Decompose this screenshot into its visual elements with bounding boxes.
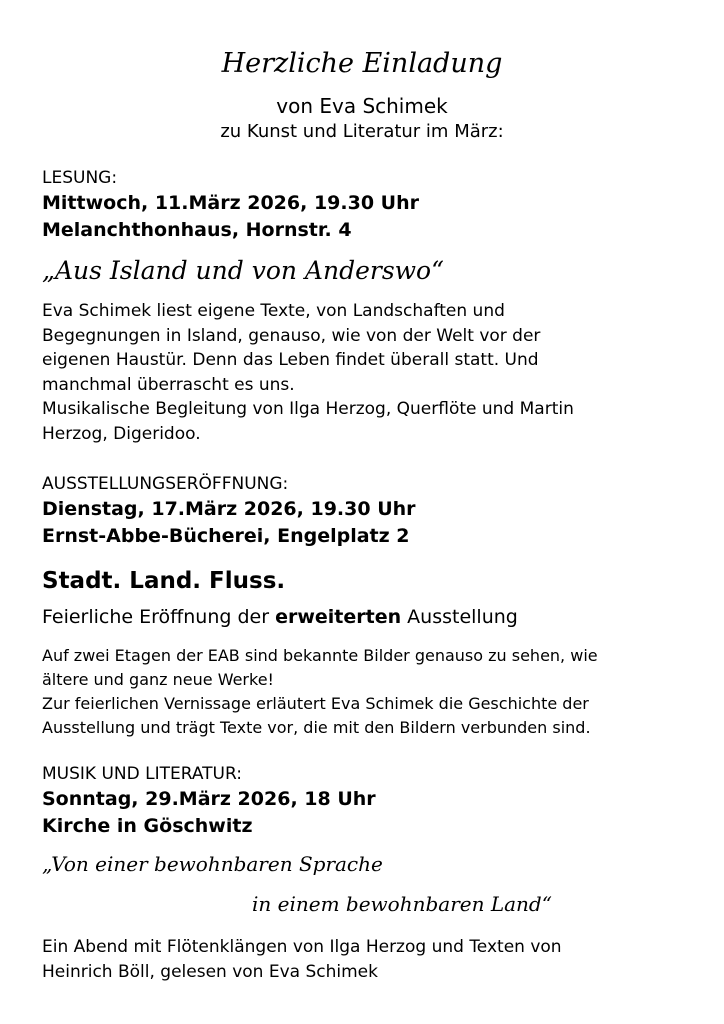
subtitle-part: Feierliche Eröffnung der — [42, 606, 276, 628]
event-3-quote-line-2: in einem bewohnbaren Land“ — [252, 892, 552, 916]
event-1-title: „Aus Island und von Anderswo“ — [42, 256, 444, 285]
description-line: Auf zwei Etagen der EAB sind bekannte Bilder genauso zu sehen, wie — [42, 646, 598, 665]
description-line: Heinrich Böll, gelesen von Eva Schimek — [42, 961, 378, 982]
event-3-date: Sonntag, 29.März 2026, 18 Uhr — [42, 788, 376, 810]
event-2-date: Dienstag, 17.März 2026, 19.30 Uhr — [42, 498, 416, 520]
event-1-date: Mittwoch, 11.März 2026, 19.30 Uhr — [42, 192, 419, 214]
description-line: Ausstellung und trägt Texte vor, die mit den Bildern verbunden sind. — [42, 718, 591, 737]
invitation-host: von Eva Schimek — [276, 94, 448, 118]
event-3-label: MUSIK UND LITERATUR: — [42, 764, 243, 784]
description-line: Begegnungen in Island, genauso, wie von der Welt vor der — [42, 325, 541, 346]
event-2-description — [42, 644, 692, 740]
subtitle-part: Ausstellung — [401, 606, 518, 628]
description-line: manchmal überrascht es uns. — [42, 374, 295, 395]
description-line: Eva Schimek liest eigene Texte, von Landschaften und — [42, 301, 505, 321]
event-1-venue: Melanchthonhaus, Hornstr. 4 — [42, 219, 352, 241]
event-3-venue: Kirche in Göschwitz — [42, 815, 253, 837]
invitation-topic: zu Kunst und Literatur im März: — [220, 121, 504, 142]
description-line: Musikalische Begleitung von Ilga Herzog, Querflöte und Martin — [42, 399, 574, 419]
event-3-quote-line-1: „Von einer bewohnbaren Sprache — [42, 852, 383, 876]
event-2-title: Stadt. Land. Fluss. — [42, 568, 286, 594]
subtitle-emphasis: erweiterten — [275, 606, 402, 628]
description-line: eigenen Haustür. Denn das Leben findet überall statt. Und — [42, 350, 539, 370]
description-line: Zur feierlichen Vernissage erläutert Eva Schimek die Geschichte der — [42, 694, 589, 713]
event-2-subtitle — [42, 606, 518, 628]
event-2-venue: Ernst-Abbe-Bücherei, Engelplatz 2 — [42, 525, 410, 547]
event-1-label: LESUNG: — [42, 168, 118, 188]
event-1-description — [42, 299, 692, 446]
invitation-title: Herzliche Einladung — [221, 48, 503, 79]
event-3-description — [42, 935, 692, 984]
description-line: ältere und ganz neue Werke! — [42, 670, 274, 689]
event-2-label: AUSSTELLUNGSERÖFFNUNG: — [42, 474, 289, 494]
description-line: Ein Abend mit Flötenklängen von Ilga Herzog und Texten von — [42, 937, 562, 957]
description-line: Herzog, Digeridoo. — [42, 423, 201, 444]
